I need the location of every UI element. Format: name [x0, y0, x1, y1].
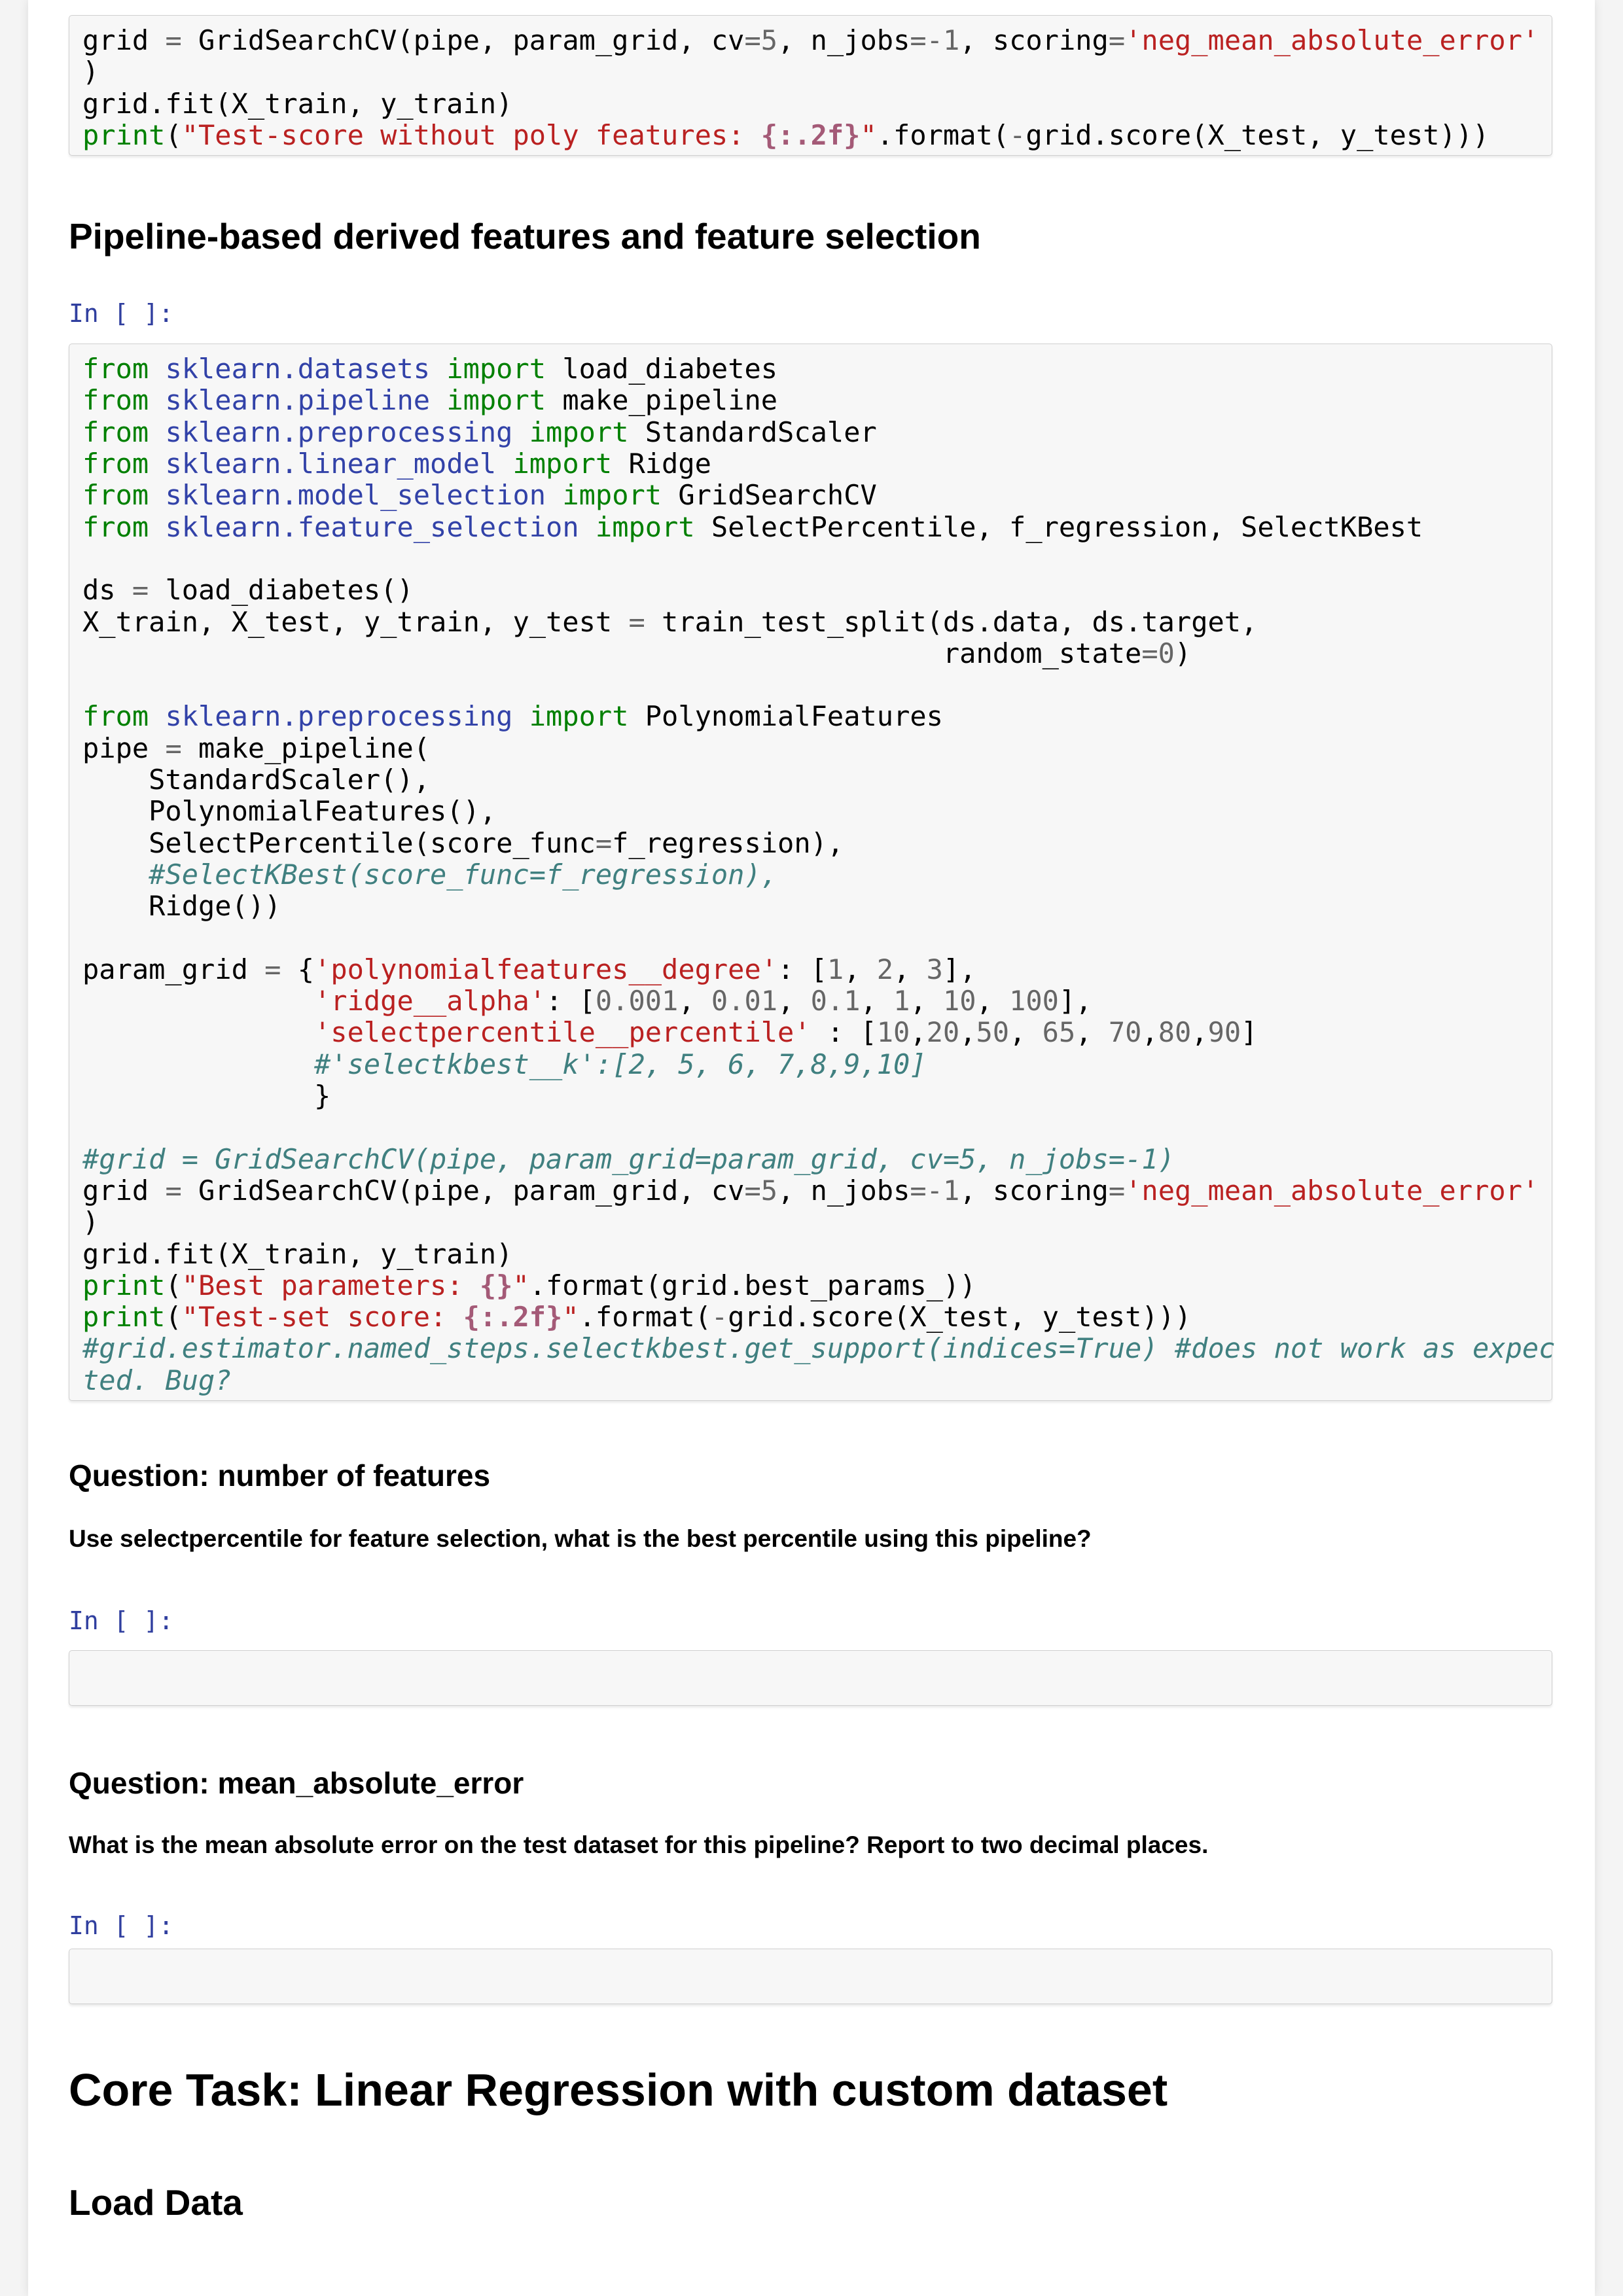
input-prompt: In [ ]: — [69, 299, 174, 328]
code-cell-empty-2[interactable] — [69, 1949, 1552, 2004]
code-input[interactable]: grid = GridSearchCV(pipe, param_grid, cv=5, n_jobs=-1, scoring='neg_mean_absolute_error' ) grid.fit(X_train, y_train) print("Test-score without poly features: {:.2f}".format(-grid.score(X_test, y_test))) — [82, 24, 1539, 151]
question-text-mean-absolute-error: What is the mean absolute error on the test dataset for this pipeline? Report to two decimal places. — [69, 1831, 1209, 1858]
section-heading-load-data: Load Data — [69, 2181, 243, 2223]
code-cell-grid-search-top[interactable] — [69, 15, 1552, 156]
section-heading-core-task: Core Task: Linear Regression with custom dataset — [69, 2064, 1168, 2115]
question-heading-mean-absolute-error: Question: mean_absolute_error — [69, 1765, 524, 1800]
code-input[interactable]: from sklearn.datasets import load_diabetes from sklearn.pipeline import make_pipeline from sklearn.preprocessing import StandardScaler from sklearn.linear_model import Ridge from sklearn.model_selection import GridSearchCV from sklearn.feature_selection import SelectPercentile, f_regression, SelectKBest ds = load_diabetes() X_train, X_test, y_train, y_test = train_test_split(ds.data, ds.target, random_state=0) from sklearn.preprocessing import PolynomialFeatures pipe = make_pipeline( StandardScaler(), PolynomialFeatures(), SelectPercentile(score_func=f_regression), #SelectKBest(score_func=f_regression), Ridge()) param_grid = {'polynomialfeatures__degree': [1, 2, 3], 'ridge__alpha': [0.001, 0.01, 0.1, 1, 10, 100], 'selectpercentile__percentile' : [10,20,50, 65, 70,80,90] #'selectkbest__k':[2, 5, 6, 7,8,9,10] } #grid = GridSearchCV(pipe, param_grid=param_grid, cv=5, n_jobs=-1) grid = GridSearchCV(pipe, param_grid, cv=5, n_jobs=-1, scoring='neg_mean_absolute_error' ) grid.fit(X_train, y_train) print("Best parameters: {}".format(grid.best_params_)) print("Test-set score: {:.2f}".format(-grid.score(X_test, y_test))) #grid.estimator.named_steps.selectkbest.get_support(indices=True) #does not work as expec ted. Bug? — [82, 353, 1556, 1396]
code-input[interactable] — [82, 1958, 1539, 2000]
question-text-number-of-features: Use selectpercentile for feature selection, what is the best percentile using this pipeline? — [69, 1525, 1092, 1552]
input-prompt: In [ ]: — [69, 1606, 174, 1635]
code-cell-empty-1[interactable] — [69, 1650, 1552, 1706]
code-cell-pipeline-feature-selection[interactable] — [69, 344, 1556, 1401]
notebook-page — [28, 0, 1595, 2296]
input-prompt: In [ ]: — [69, 1911, 174, 1940]
code-input[interactable] — [82, 1660, 1539, 1701]
question-heading-number-of-features: Question: number of features — [69, 1458, 491, 1492]
section-heading-pipeline: Pipeline-based derived features and feature selection — [69, 216, 981, 257]
